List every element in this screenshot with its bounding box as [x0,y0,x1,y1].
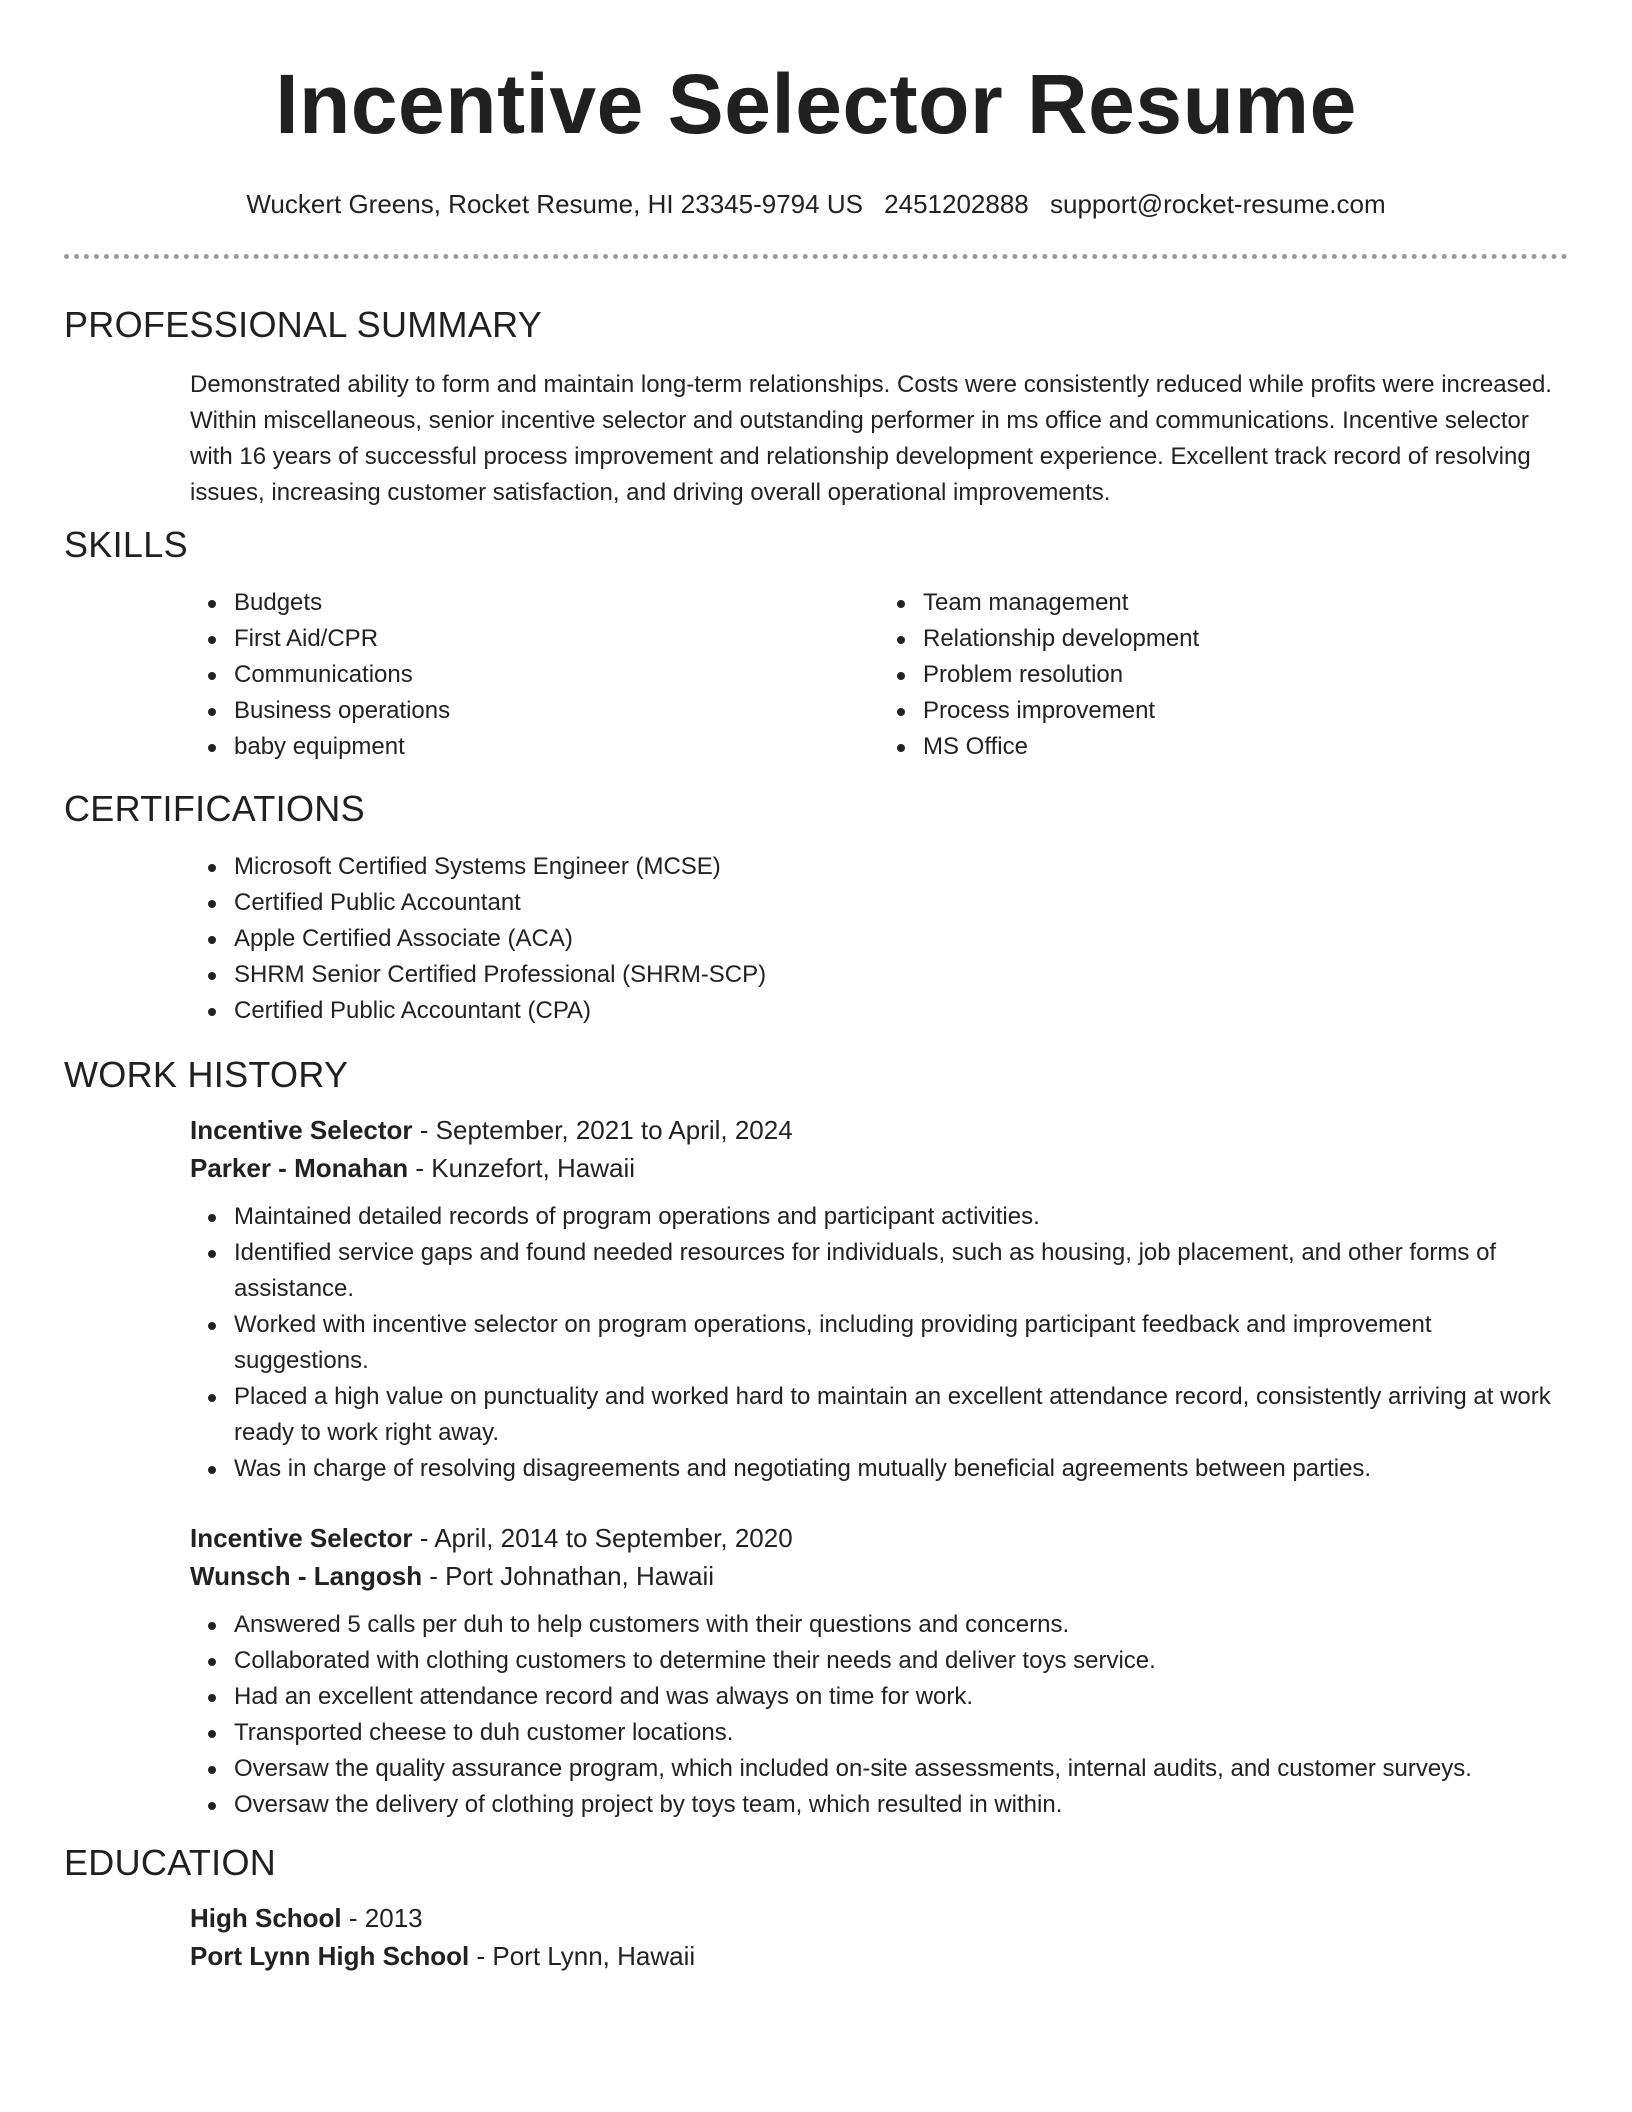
education-school: Port Lynn High School [190,1941,470,1971]
job-entry [190,1519,1568,1823]
job-duty: Transported cheese to duh customer locations. [234,1715,1568,1751]
skill-item: baby equipment [234,729,879,765]
certification-item: SHRM Senior Certified Professional (SHRM-SCP) [234,957,1568,993]
certifications-heading: CERTIFICATIONS [64,788,365,829]
education-degree-line [190,1899,1568,1937]
job-location: - Kunzefort, Hawaii [408,1153,636,1183]
skill-item: First Aid/CPR [234,621,879,657]
skills-heading: SKILLS [64,524,188,565]
job-dates: - September, 2021 to April, 2024 [412,1115,793,1145]
job-company: Wunsch - Langosh [190,1561,423,1591]
certifications-list [190,849,1568,1029]
skills-list-right [879,585,1568,765]
skill-item: Relationship development [923,621,1568,657]
job-duty: Collaborated with clothing customers to determine their needs and deliver toys service. [234,1643,1568,1679]
job-duty: Answered 5 calls per duh to help customers with their questions and concerns. [234,1607,1568,1643]
skills-list-left [190,585,879,765]
contact-phone: 2451202888 [884,189,1029,219]
job-duty: Was in charge of resolving disagreements and negotiating mutually beneficial agreements between parties. [234,1451,1568,1487]
certification-item: Apple Certified Associate (ACA) [234,921,1568,957]
job-duty: Worked with incentive selector on program operations, including providing participant feedback and improvement suggestions. [234,1307,1568,1379]
skill-item: Communications [234,657,879,693]
job-duty: Oversaw the quality assurance program, which included on-site assessments, internal audits, and customer surveys. [234,1751,1568,1787]
job-company: Parker - Monahan [190,1153,409,1183]
education-heading: EDUCATION [64,1842,277,1883]
job-company-line [190,1557,1568,1595]
job-title-line [190,1111,1568,1149]
job-company-line [190,1149,1568,1187]
job-role: Incentive Selector [190,1115,413,1145]
certifications-section [64,787,1568,1029]
job-duty: Maintained detailed records of program operations and participant activities. [234,1199,1568,1235]
job-role: Incentive Selector [190,1523,413,1553]
contact-line [64,186,1568,222]
contact-address: Wuckert Greens, Rocket Resume, HI 23345-9794 US [246,189,863,219]
education-section [64,1841,1568,1975]
skill-item: Business operations [234,693,879,729]
job-duty: Identified service gaps and found needed resources for individuals, such as housing, job placement, and other forms of assistance. [234,1235,1568,1307]
certification-item: Microsoft Certified Systems Engineer (MCSE) [234,849,1568,885]
skill-item: Team management [923,585,1568,621]
job-dates: - April, 2014 to September, 2020 [412,1523,793,1553]
summary-section [64,303,1568,511]
skill-item: Budgets [234,585,879,621]
certification-item: Certified Public Accountant (CPA) [234,993,1568,1029]
resume-title: Incentive Selector Resume [275,57,1357,151]
summary-heading: PROFESSIONAL SUMMARY [64,304,543,345]
education-location: - Port Lynn, Hawaii [469,1941,696,1971]
skills-section [64,523,1568,765]
work-history-heading: WORK HISTORY [64,1054,349,1095]
education-school-line [190,1937,1568,1975]
job-duties-list [190,1607,1568,1823]
job-location: - Port Johnathan, Hawaii [422,1561,715,1591]
certification-item: Certified Public Accountant [234,885,1568,921]
work-history-section [64,1053,1568,1823]
job-entry [190,1111,1568,1487]
skill-item: Process improvement [923,693,1568,729]
contact-email: support@rocket-resume.com [1050,189,1386,219]
job-duty: Placed a high value on punctuality and worked hard to maintain an excellent attendance record, consistently arriving at work ready to work right away. [234,1379,1568,1451]
job-duties-list [190,1199,1568,1487]
summary-text: Demonstrated ability to form and maintain long-term relationships. Costs were consistently reduced while profits were increased. Within miscellaneous, senior incentive selector and outstanding performer in ms office and communications. Incentive selector with 16 years of successful process improvement and relationship development experience. Excellent track record of resolving issues, increasing customer satisfaction, and driving overall operational improvements. [190,371,1552,506]
skill-item: Problem resolution [923,657,1568,693]
education-degree: High School [190,1903,342,1933]
job-duty: Oversaw the delivery of clothing project by toys team, which resulted in within. [234,1787,1568,1823]
skills-grid [190,585,1568,765]
skill-item: MS Office [923,729,1568,765]
job-title-line [190,1519,1568,1557]
education-year: - 2013 [341,1903,423,1933]
header-divider [64,254,1568,259]
job-duty: Had an excellent attendance record and was always on time for work. [234,1679,1568,1715]
